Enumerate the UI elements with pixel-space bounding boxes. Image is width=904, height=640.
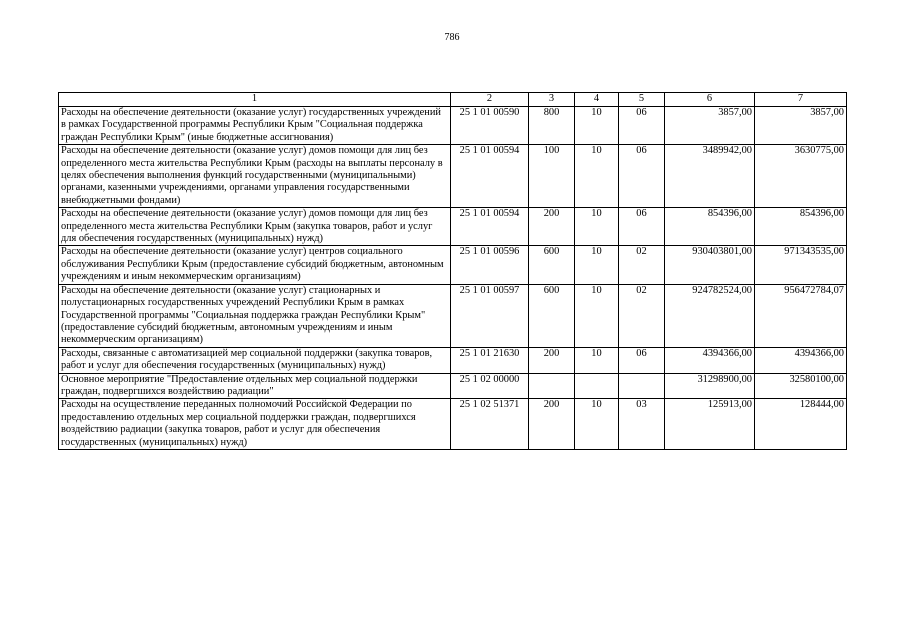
subsection-code: 06 [619,107,665,145]
table-row [59,246,847,284]
amount-year-2: 32580100,00 [755,373,847,399]
subsection-code: 02 [619,246,665,284]
section-code: 10 [575,145,619,208]
expense-type-code: 100 [529,145,575,208]
column-header-4: 4 [575,93,619,107]
amount-year-1: 125913,00 [665,399,755,450]
amount-year-1: 930403801,00 [665,246,755,284]
subsection-code: 06 [619,208,665,246]
page-number: 786 [444,32,460,43]
table-row [59,107,847,145]
column-header-6: 6 [665,93,755,107]
target-article-code: 25 1 02 00000 [451,373,529,399]
expense-name: Расходы на обеспечение деятельности (оказание услуг) центров социального обслуживания Республики Крым (предоставление субсидий бюджетным, автономным учреждениям и иным некоммерческим организациям) [59,246,451,284]
section-code [575,373,619,399]
amount-year-1: 854396,00 [665,208,755,246]
expense-type-code [529,373,575,399]
table-body [59,107,847,450]
section-code: 10 [575,208,619,246]
amount-year-1: 3857,00 [665,107,755,145]
amount-year-1: 924782524,00 [665,284,755,347]
expense-name: Основное мероприятие "Предоставление отдельных мер социальной поддержки граждан, подвергшихся воздействию радиации" [59,373,451,399]
target-article-code: 25 1 01 00594 [451,145,529,208]
table-row [59,399,847,450]
section-code: 10 [575,399,619,450]
subsection-code: 06 [619,347,665,373]
section-code: 10 [575,246,619,284]
expense-type-code: 800 [529,107,575,145]
table-row [59,347,847,373]
column-header-7: 7 [755,93,847,107]
expense-name: Расходы на обеспечение деятельности (оказание услуг) домов помощи для лиц без определенного места жительства Республики Крым (расходы на выплаты персоналу в целях обеспечения выполнения функций государственными (муниципальными) органами, казенными учреждениями, органами управления государственными внебюджетными фондами) [59,145,451,208]
expense-name: Расходы на обеспечение деятельности (оказание услуг) стационарных и полустационарных государственных учреждений Республики Крым в рамках Государственной программы "Социальная поддержка граждан Республики Крым" (предоставление субсидий бюджетным, автономным учреждениям и иным некоммерческим организациям) [59,284,451,347]
subsection-code: 06 [619,145,665,208]
header-row [59,93,847,107]
section-code: 10 [575,107,619,145]
amount-year-2: 854396,00 [755,208,847,246]
expense-type-code: 200 [529,399,575,450]
target-article-code: 25 1 02 51371 [451,399,529,450]
amount-year-2: 3857,00 [755,107,847,145]
amount-year-2: 956472784,07 [755,284,847,347]
table-header [59,93,847,107]
expense-name: Расходы на осуществление переданных полномочий Российской Федерации по предоставлению отдельных мер социальной поддержки граждан, подвергшихся воздействию радиации (закупка товаров, работ и услуг для обеспечения государственных (муниципальных) нужд) [59,399,451,450]
amount-year-1: 4394366,00 [665,347,755,373]
target-article-code: 25 1 01 21630 [451,347,529,373]
subsection-code [619,373,665,399]
subsection-code: 03 [619,399,665,450]
amount-year-2: 3630775,00 [755,145,847,208]
amount-year-2: 971343535,00 [755,246,847,284]
table-row [59,373,847,399]
section-code: 10 [575,284,619,347]
amount-year-2: 128444,00 [755,399,847,450]
expense-name: Расходы, связанные с автоматизацией мер социальной поддержки (закупка товаров, работ и услуг для обеспечения государственных (муниципальных) нужд) [59,347,451,373]
table-row [59,145,847,208]
budget-table [58,92,847,450]
expense-type-code: 200 [529,347,575,373]
table-row [59,208,847,246]
column-header-2: 2 [451,93,529,107]
section-code: 10 [575,347,619,373]
column-header-5: 5 [619,93,665,107]
expense-name: Расходы на обеспечение деятельности (оказание услуг) домов помощи для лиц без определенного места жительства Республики Крым (закупка товаров, работ и услуг для обеспечения государственных (муниципальных) нужд) [59,208,451,246]
column-header-1: 1 [59,93,451,107]
target-article-code: 25 1 01 00590 [451,107,529,145]
expense-type-code: 600 [529,246,575,284]
target-article-code: 25 1 01 00597 [451,284,529,347]
amount-year-1: 3489942,00 [665,145,755,208]
expense-type-code: 200 [529,208,575,246]
column-header-3: 3 [529,93,575,107]
target-article-code: 25 1 01 00596 [451,246,529,284]
subsection-code: 02 [619,284,665,347]
table-row [59,284,847,347]
target-article-code: 25 1 01 00594 [451,208,529,246]
amount-year-1: 31298900,00 [665,373,755,399]
amount-year-2: 4394366,00 [755,347,847,373]
expense-type-code: 600 [529,284,575,347]
expense-name: Расходы на обеспечение деятельности (оказание услуг) государственных учреждений в рамках Государственной программы Республики Крым "Социальная поддержка граждан Республики Крым" (иные бюджетные ассигнования) [59,107,451,145]
